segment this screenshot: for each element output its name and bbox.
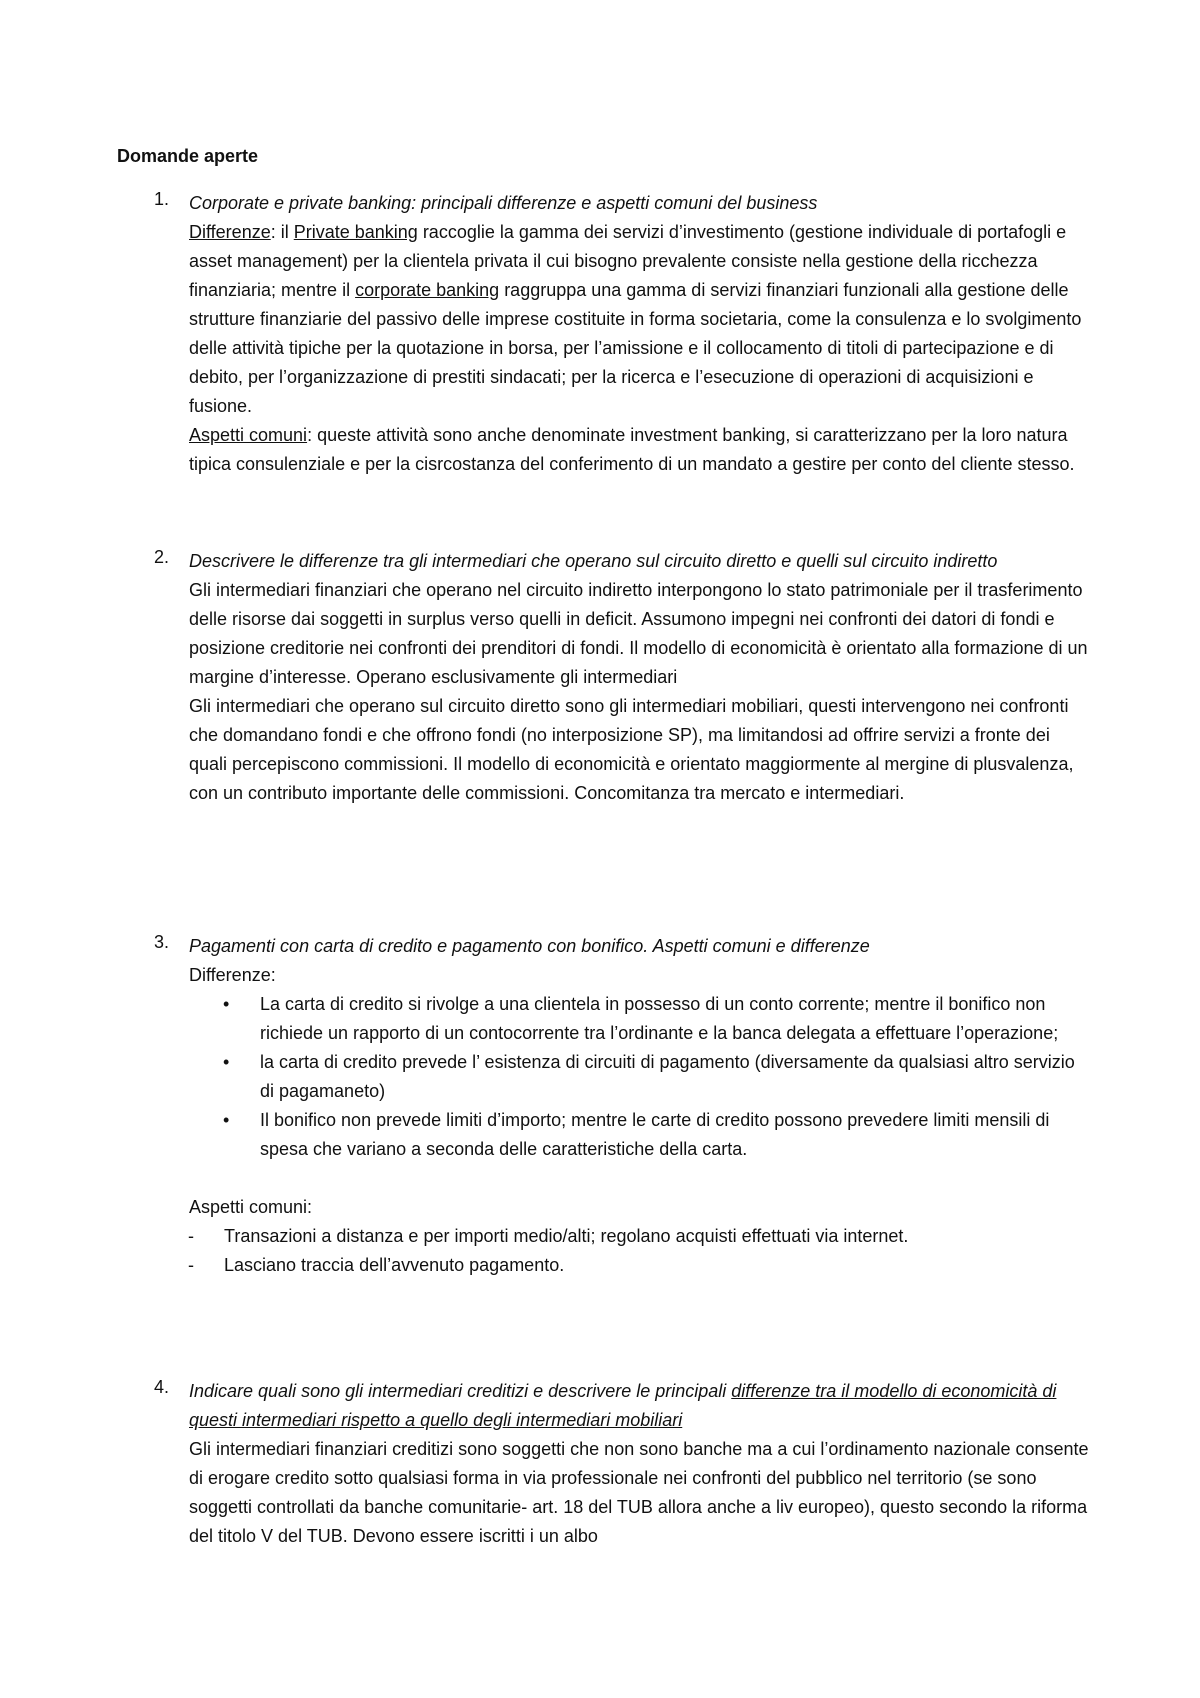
answer-text: raggruppa una gamma di servizi finanziari funzionali alla gestione delle strutture finanziarie del passivo delle imprese costituite in forma societaria, come la consulenza e lo svolgimento delle attività tipiche per la quotazione in borsa, per l’amissione e il collocamento di titoli di partecipazione e di debito, per l’organizzazione di prestiti sindacati; per la ricerca e l’esecuzione di operazioni di acquisizioni e fusione. — [189, 280, 1082, 416]
question-2-number: 2. — [154, 547, 170, 567]
bullet-icon: • — [223, 1110, 230, 1130]
question-4-number: 4. — [154, 1377, 170, 1397]
differences-list — [189, 990, 1089, 1164]
question-2-title: Descrivere le differenze tra gli intermediari che operano sul circuito diretto e quelli sul circuito indiretto — [189, 551, 998, 571]
question-2-paragraph: Gli intermediari che operano sul circuito diretto sono gli intermediari mobiliari, questi intervengono nei confronti che domandano fondi e che offrono fondi (no interposizione SP), ma limitandosi ad offrire servizi a fronte dei quali percepiscono commissioni. Il modello di economicità e orientato maggiormente al mergine di plusvalenza, con un contributo importante delle commissioni. Concomitanza tra mercato e intermediari. — [189, 696, 1074, 803]
differenze-label: Differenze: — [189, 965, 276, 985]
question-1 — [189, 189, 1089, 479]
question-1-answer — [189, 218, 1089, 421]
private-banking-term: Private banking — [293, 222, 418, 242]
question-2 — [189, 547, 1089, 808]
list-item-text: Transazioni a distanza e per importi medio/alti; regolano acquisti effettuati via internet. — [224, 1226, 909, 1246]
bullet-icon: • — [223, 1052, 230, 1072]
question-4 — [189, 1377, 1089, 1551]
aspetti-comuni-label: Aspetti comuni: — [189, 1197, 313, 1217]
page-title: Domande aperte — [117, 146, 259, 166]
answer-text: raccoglie la gamma dei servizi d’investimento (gestione individuale di portafogli e asset management) per la clientela privata il cui bisogno prevalente consiste nella gestione della ricchezza finanziaria; mentre il — [189, 222, 1067, 300]
question-4-paragraph: Gli intermediari finanziari creditizi sono soggetti che non sono banche ma a cui l’ordinamento nazionale consente di erogare credito sotto qualsiasi forma in via professionale nei confronti del pubblico nel territorio (se sono soggetti controllati da banche comunitarie- art. 18 del TUB allora anche a liv europeo), questo secondo la riforma del titolo V del TUB. Devono essere iscritti i un albo — [189, 1439, 1089, 1546]
list-item-text: la carta di credito prevede l’ esistenza di circuiti di pagamento (diversamente da qualsiasi altro servizio di pagamaneto) — [260, 1052, 1075, 1101]
question-1-common — [189, 421, 1089, 479]
corporate-banking-term: corporate banking — [355, 280, 500, 300]
list-item — [188, 1222, 1089, 1251]
answer-text: : queste attività sono anche denominate investment banking, si caratterizzano per la loro natura tipica consulenziale e per la cisrcostanza del conferimento di un mandato a gestire per conto del cliente stesso. — [189, 425, 1075, 474]
question-3-number: 3. — [154, 932, 170, 952]
question-2-paragraph: Gli intermediari finanziari che operano nel circuito indiretto interpongono lo stato patrimoniale per il trasferimento delle risorse dai soggetti in surplus verso quelli in deficit. Assumono impegni nei confronti dei datori di fondi e posizione creditorie nei confronti dei prenditori di fondi. Il modello di economicità è orientato alla formazione di un margine d’interesse. Operano esclusivamente gli intermediari — [189, 580, 1088, 687]
question-3 — [189, 932, 1089, 1280]
list-item-text: Lasciano traccia dell’avvenuto pagamento. — [224, 1255, 565, 1275]
title-underlined-text: differenze tra il modello di economicità di questi intermediari rispetto a quello degli intermediari mobiliari — [189, 1381, 1057, 1430]
differenze-label: Differenze — [189, 222, 271, 242]
common-aspects-list — [188, 1222, 1089, 1280]
list-item — [189, 1048, 1089, 1106]
answer-text: : il — [270, 222, 294, 242]
list-item — [189, 990, 1089, 1048]
aspetti-comuni-label: Aspetti comuni — [189, 425, 308, 445]
title-text: Indicare quali sono gli intermediari creditizi e descrivere le principali — [189, 1381, 732, 1401]
question-1-number: 1. — [154, 189, 170, 209]
dash-icon: - — [188, 1255, 194, 1275]
question-1-title: Corporate e private banking: principali differenze e aspetti comuni del business — [189, 193, 818, 213]
list-item — [189, 1106, 1089, 1164]
list-item-text: La carta di credito si rivolge a una clientela in possesso di un conto corrente; mentre il bonifico non richiede un rapporto di un contocorrente tra l’ordinante e la banca delegata a effettuare l’operazione; — [260, 994, 1059, 1043]
list-item — [188, 1251, 1089, 1280]
question-3-title: Pagamenti con carta di credito e pagamento con bonifico. Aspetti comuni e differenze — [189, 936, 870, 956]
list-item-text: Il bonifico non prevede limiti d’importo; mentre le carte di credito possono prevedere limiti mensili di spesa che variano a seconda delle caratteristiche della carta. — [260, 1110, 1050, 1159]
question-4-title — [189, 1377, 1089, 1435]
bullet-icon: • — [223, 994, 230, 1014]
dash-icon: - — [188, 1226, 194, 1246]
